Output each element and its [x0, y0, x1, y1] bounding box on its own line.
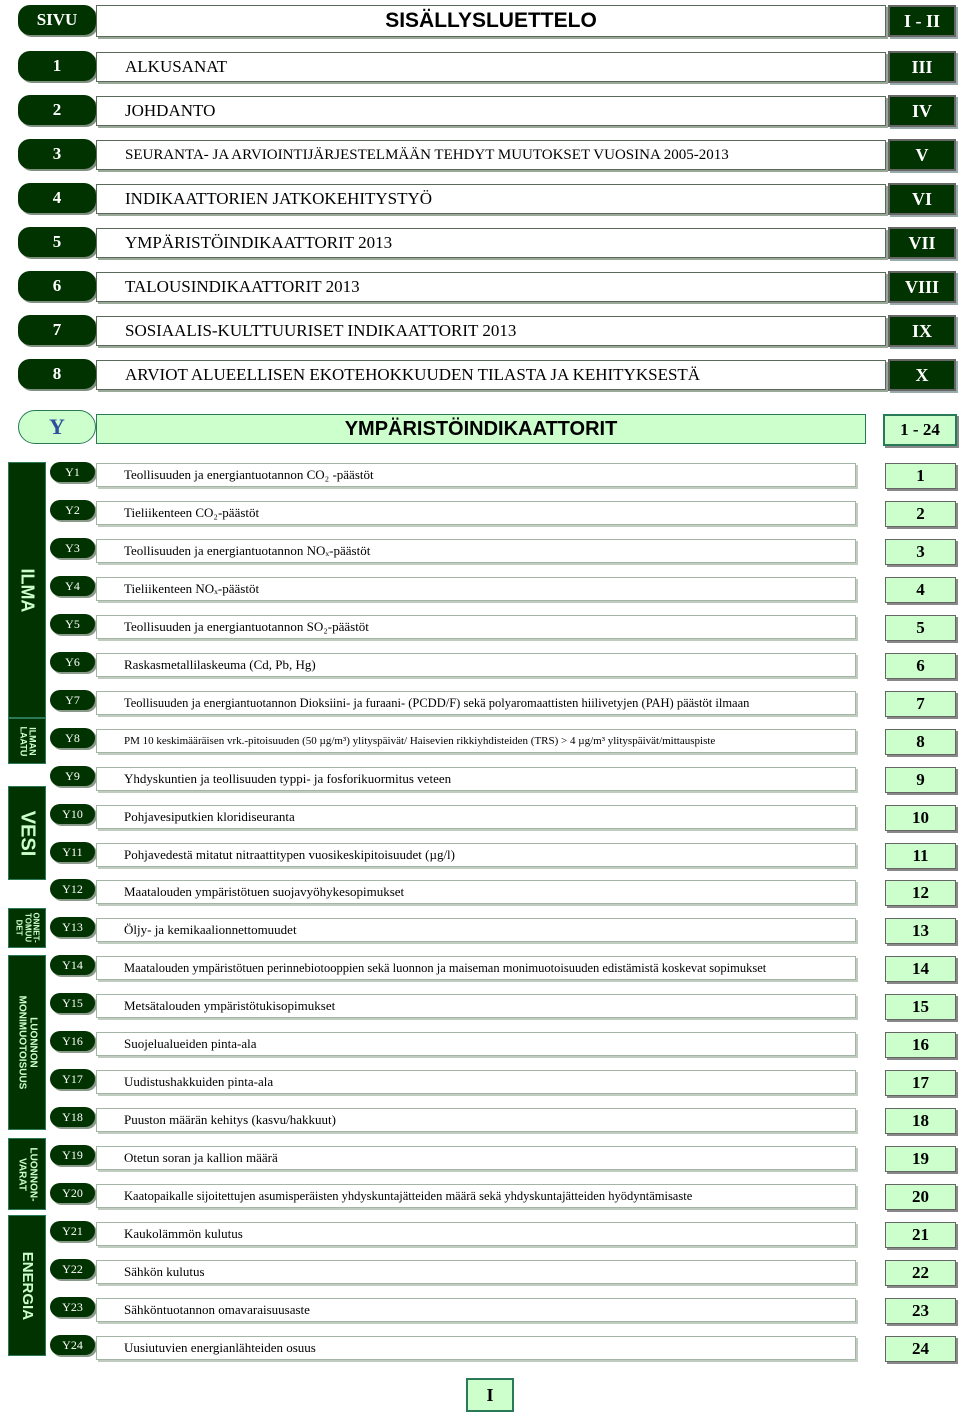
- indicator-code[interactable]: Y5: [50, 614, 95, 634]
- indicator-code[interactable]: Y6: [50, 652, 95, 672]
- indicator-page[interactable]: 22: [885, 1260, 956, 1286]
- indicator-page[interactable]: 7: [885, 691, 956, 717]
- chapter-page[interactable]: X: [888, 359, 956, 391]
- indicator-title[interactable]: Yhdyskuntien ja teollisuuden typpi- ja fosforikuormitus veteen: [96, 767, 856, 791]
- chapter-page[interactable]: VI: [888, 183, 956, 215]
- section-y-title: YMPÄRISTÖINDIKAATTORIT: [96, 414, 866, 444]
- indicator-page[interactable]: 19: [885, 1146, 956, 1172]
- indicator-page[interactable]: 6: [885, 653, 956, 679]
- indicator-code[interactable]: Y21: [50, 1221, 95, 1241]
- indicator-title[interactable]: Maatalouden ympäristötuen suojavyöhykesopimukset: [96, 880, 856, 904]
- indicator-title[interactable]: Pohjavesiputkien kloridiseuranta: [96, 805, 856, 829]
- indicator-code[interactable]: Y1: [50, 462, 95, 482]
- section-y-pages[interactable]: 1 - 24: [883, 414, 957, 446]
- section-y-code[interactable]: Y: [18, 410, 96, 444]
- indicator-title[interactable]: Uusiutuvien energianlähteiden osuus: [96, 1336, 856, 1360]
- page-title: SISÄLLYSLUETTELO: [96, 5, 886, 37]
- indicator-page[interactable]: 23: [885, 1298, 956, 1324]
- indicator-page[interactable]: 4: [885, 577, 956, 603]
- chapter-title[interactable]: ALKUSANAT: [96, 52, 886, 82]
- chapter-title[interactable]: TALOUSINDIKAATTORIT 2013: [96, 272, 886, 302]
- chapter-page[interactable]: IV: [888, 95, 956, 127]
- chapter-title[interactable]: INDIKAATTORIEN JATKOKEHITYSTYÖ: [96, 184, 886, 214]
- indicator-code[interactable]: Y9: [50, 766, 95, 786]
- indicator-title[interactable]: Metsätalouden ympäristötukisopimukset: [96, 994, 856, 1018]
- indicator-code[interactable]: Y20: [50, 1183, 95, 1203]
- chapter-number[interactable]: 4: [18, 183, 96, 213]
- indicator-page[interactable]: 9: [885, 767, 956, 793]
- sivu-label: SIVU: [18, 5, 96, 35]
- indicator-code[interactable]: Y22: [50, 1259, 95, 1279]
- indicator-code[interactable]: Y14: [50, 955, 95, 975]
- indicator-title[interactable]: Teollisuuden ja energiantuotannon SO₂-päästöt: [96, 615, 856, 639]
- chapter-title[interactable]: YMPÄRISTÖINDIKAATTORIT 2013: [96, 228, 886, 258]
- indicator-code[interactable]: Y3: [50, 538, 95, 558]
- chapter-page[interactable]: VII: [888, 227, 956, 259]
- indicator-code[interactable]: Y10: [50, 804, 95, 824]
- chapter-page[interactable]: IX: [888, 315, 956, 347]
- indicator-title[interactable]: Teollisuuden ja energiantuotannon NOₓ-päästöt: [96, 539, 856, 563]
- indicator-page[interactable]: 21: [885, 1222, 956, 1248]
- indicator-code[interactable]: Y7: [50, 690, 95, 710]
- indicator-page[interactable]: 18: [885, 1108, 956, 1134]
- category-ilmanlaatu: ILMAN LAATU: [8, 718, 46, 764]
- chapter-number[interactable]: 6: [18, 271, 96, 301]
- indicator-code[interactable]: Y24: [50, 1335, 95, 1355]
- indicator-page[interactable]: 14: [885, 956, 956, 982]
- indicator-code[interactable]: Y18: [50, 1107, 95, 1127]
- indicator-page[interactable]: 16: [885, 1032, 956, 1058]
- indicator-page[interactable]: 15: [885, 994, 956, 1020]
- indicator-title[interactable]: Raskasmetallilaskeuma (Cd, Pb, Hg): [96, 653, 856, 677]
- indicator-page[interactable]: 12: [885, 880, 956, 906]
- category-onnettomuudet: ONNET-TOMUU DET: [8, 908, 46, 948]
- indicator-title[interactable]: Tieliikenteen NOₓ-päästöt: [96, 577, 856, 601]
- category-energia: ENERGIA: [8, 1215, 46, 1356]
- indicator-title[interactable]: Maatalouden ympäristötuen perinnebiotooppien sekä luonnon ja maiseman monimuotoisuuden edistämistä koskevat sopimukset: [96, 956, 856, 980]
- indicator-title[interactable]: Suojelualueiden pinta-ala: [96, 1032, 856, 1056]
- indicator-page[interactable]: 8: [885, 729, 956, 755]
- chapter-number[interactable]: 3: [18, 139, 96, 169]
- indicator-page[interactable]: 2: [885, 501, 956, 527]
- indicator-code[interactable]: Y19: [50, 1145, 95, 1165]
- chapter-title[interactable]: ARVIOT ALUEELLISEN EKOTEHOKKUUDEN TILASTA JA KEHITYKSESTÄ: [96, 360, 886, 390]
- indicator-title[interactable]: Teollisuuden ja energiantuotannon CO₂ -päästöt: [96, 463, 856, 487]
- chapter-number[interactable]: 7: [18, 315, 96, 345]
- indicator-code[interactable]: Y4: [50, 576, 95, 596]
- chapter-number[interactable]: 8: [18, 359, 96, 389]
- footer-page-number: I: [466, 1378, 514, 1412]
- indicator-title[interactable]: Kaukolämmön kulutus: [96, 1222, 856, 1246]
- category-ilma: ILMA: [8, 462, 46, 718]
- indicator-page[interactable]: 3: [885, 539, 956, 565]
- category-luonnon: LUONNON MONIMUOTOISUUS: [8, 955, 46, 1130]
- chapter-number[interactable]: 1: [18, 51, 96, 81]
- indicator-title[interactable]: Puuston määrän kehitys (kasvu/hakkuut): [96, 1108, 856, 1132]
- chapter-title[interactable]: SEURANTA- JA ARVIOINTIJÄRJESTELMÄÄN TEHDYT MUUTOKSET VUOSINA 2005-2013: [96, 140, 886, 170]
- indicator-code[interactable]: Y11: [50, 842, 95, 862]
- indicator-code[interactable]: Y8: [50, 728, 95, 748]
- indicator-title[interactable]: Öljy- ja kemikaalionnettomuudet: [96, 918, 856, 942]
- category-luonnonvarat: LUONNON-VARAT: [8, 1138, 46, 1210]
- chapter-number[interactable]: 5: [18, 227, 96, 257]
- indicator-title[interactable]: Kaatopaikalle sijoitettujen asumisperäisten yhdyskuntajätteiden määrä sekä yhdyskuntajätteiden hyödyntämisaste: [96, 1184, 856, 1208]
- indicator-title[interactable]: Sähköntuotannon omavaraisuusaste: [96, 1298, 856, 1322]
- indicator-code[interactable]: Y2: [50, 500, 95, 520]
- indicator-title[interactable]: Pohjavedestä mitatut nitraattitypen vuosikeskipitoisuudet (µg/l): [96, 843, 856, 867]
- indicator-code[interactable]: Y23: [50, 1297, 95, 1317]
- chapter-page[interactable]: VIII: [888, 271, 956, 303]
- page-range[interactable]: I - II: [888, 5, 956, 37]
- indicator-page[interactable]: 11: [885, 843, 956, 869]
- indicator-title[interactable]: PM 10 keskimääräisen vrk.-pitoisuuden (50 µg/m³) ylityspäivät/ Haisevien rikkiyhdisteiden (TRS) > 4 µg/m³ ylityspäivät/mittauspiste: [96, 729, 856, 753]
- chapter-title[interactable]: SOSIAALIS-KULTTUURISET INDIKAATTORIT 2013: [96, 316, 886, 346]
- indicator-title[interactable]: Sähkön kulutus: [96, 1260, 856, 1284]
- chapter-number[interactable]: 2: [18, 95, 96, 125]
- indicator-page[interactable]: 24: [885, 1336, 956, 1362]
- indicator-code[interactable]: Y17: [50, 1069, 95, 1089]
- indicator-code[interactable]: Y13: [50, 917, 95, 937]
- indicator-title[interactable]: Teollisuuden ja energiantuotannon Dioksiini- ja furaani- (PCDD/F) sekä polyaromaattisten hiilivetyjen (PAH) päästöt ilmaan: [96, 691, 856, 715]
- chapter-title[interactable]: JOHDANTO: [96, 96, 886, 126]
- indicator-page[interactable]: 1: [885, 463, 956, 489]
- indicator-page[interactable]: 10: [885, 805, 956, 831]
- indicator-title[interactable]: Otetun soran ja kallion määrä: [96, 1146, 856, 1170]
- indicator-title[interactable]: Uudistushakkuiden pinta-ala: [96, 1070, 856, 1094]
- indicator-code[interactable]: Y15: [50, 993, 95, 1013]
- chapter-page[interactable]: V: [888, 139, 956, 171]
- indicator-code[interactable]: Y12: [50, 879, 95, 899]
- indicator-page[interactable]: 13: [885, 918, 956, 944]
- indicator-page[interactable]: 5: [885, 615, 956, 641]
- indicator-page[interactable]: 20: [885, 1184, 956, 1210]
- indicator-title[interactable]: Tieliikenteen CO₂-päästöt: [96, 501, 856, 525]
- indicator-page[interactable]: 17: [885, 1070, 956, 1096]
- category-vesi: VESI: [8, 786, 46, 880]
- indicator-code[interactable]: Y16: [50, 1031, 95, 1051]
- chapter-page[interactable]: III: [888, 51, 956, 83]
